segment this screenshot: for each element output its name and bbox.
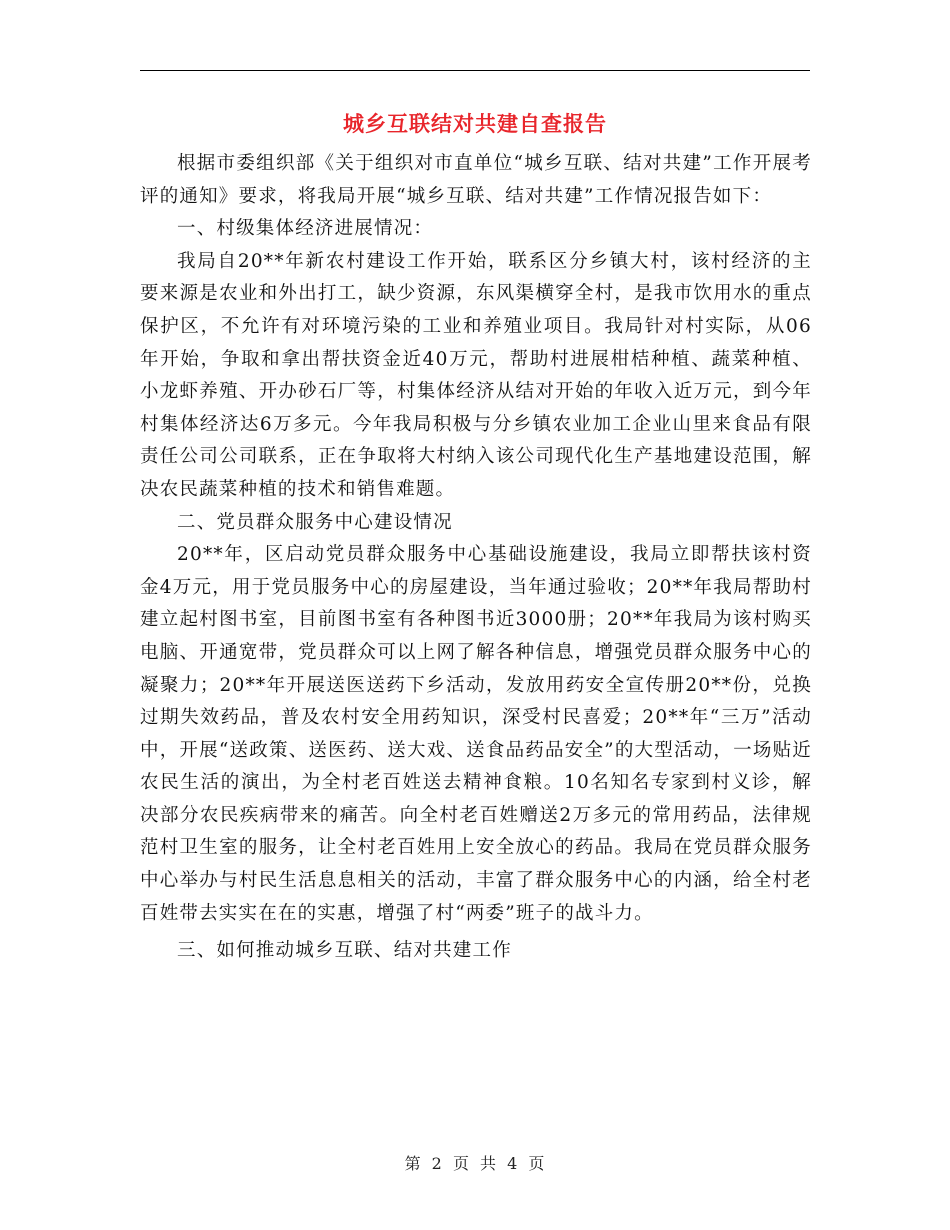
document-body xyxy=(140,148,812,968)
document-title: 城乡互联结对共建自查报告 xyxy=(343,112,607,136)
section-heading-2: 二、党员群众服务中心建设情况 xyxy=(177,511,453,533)
body-paragraph-1: 我局自20**年新农村建设工作开始，联系区分乡镇大村，该村经济的主要来源是农业和外出打工，缺少资源，东风渠横穿全村，是我市饮用水的重点保护区，不允许有对环境污染的工业和养殖业项目。我局针对村实际，从06年开始，争取和拿出帮扶资金近40万元，帮助村进展柑桔种植、蔬菜种植、小龙虾养殖、开办砂石厂等，村集体经济从结对开始的年收入近万元，到今年村集体经济达6万多元。今年我局积极与分乡镇农业加工企业山里来食品有限责任公司公司联系，正在争取将大村纳入该公司现代化生产基地建设范围，解决农民蔬菜种植的技术和销售难题。 xyxy=(140,250,812,500)
section-heading-3: 三、如何推动城乡互联、结对共建工作 xyxy=(177,940,512,962)
body-paragraph-2: 20**年，区启动党员群众服务中心基础设施建设，我局立即帮扶该村资金4万元，用于党员服务中心的房屋建设，当年通过验收；20**年我局帮助村建立起村图书室，目前图书室有各种图书近3000册；20**年我局为该村购买电脑、开通宽带，党员群众可以上网了解各种信息，增强党员群众服务中心的凝聚力；20**年开展送医送药下乡活动，发放用药安全宣传册20**份，兑换过期失效药品，普及农村安全用药知识，深受村民喜爱；20**年“三万”活动中，开展“送政策、送医药、送大戏、送食品药品安全”的大型活动，一场贴近农民生活的演出，为全村老百姓送去精神食粮。10名知名专家到村义诊，解决部分农民疾病带来的痛苦。向全村老百姓赠送2万多元的常用药品，法律规范村卫生室的服务，让全村老百姓用上安全放心的药品。我局在党员群众服务中心举办与村民生活息息相关的活动，丰富了群众服务中心的内涵，给全村老百姓带去实实在在的实惠，增强了村“两委”班子的战斗力。 xyxy=(140,544,812,924)
section-heading-1: 一、村级集体经济进展情况： xyxy=(177,218,434,240)
header-rule xyxy=(140,70,810,71)
page-footer: 第 2 页 共 4 页 xyxy=(404,1154,546,1173)
intro-paragraph: 根据市委组织部《关于组织对市直单位“城乡互联、结对共建”工作开展考评的通知》要求，将我局开展“城乡互联、结对共建”工作情况报告如下： xyxy=(140,153,812,207)
